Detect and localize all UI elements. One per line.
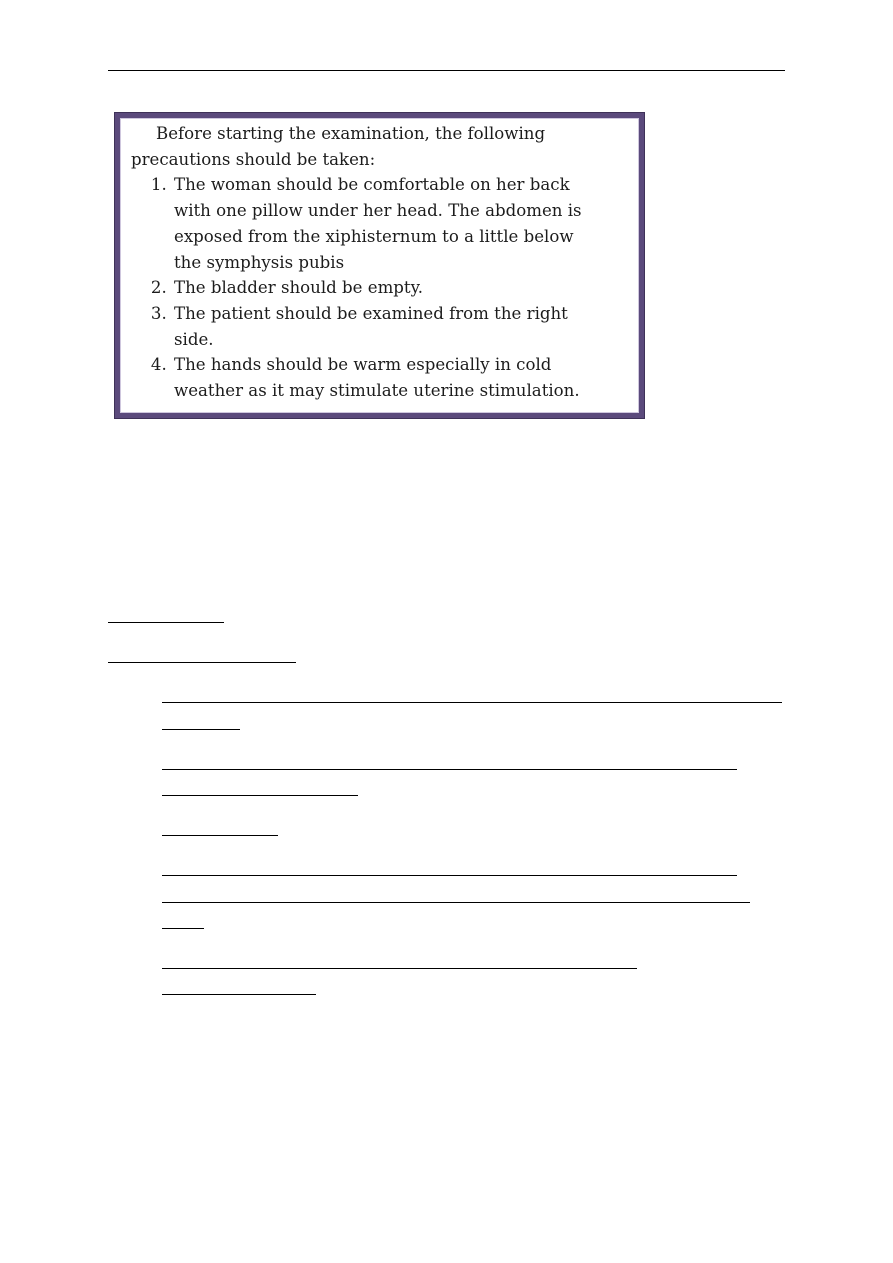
blank-line bbox=[108, 662, 296, 663]
list-item: 3. The patient should be examined from the right side. bbox=[172, 301, 600, 352]
blank-line bbox=[108, 622, 224, 623]
blank-line bbox=[162, 795, 358, 796]
blank-line bbox=[162, 769, 737, 770]
precautions-intro: Before starting the examination, the following precautions should be taken: bbox=[131, 124, 546, 169]
blank-line bbox=[162, 875, 737, 876]
blank-line bbox=[162, 702, 782, 703]
blank-line bbox=[162, 994, 316, 995]
precautions-box-content bbox=[120, 118, 639, 413]
blank-line bbox=[162, 968, 637, 969]
precautions-list bbox=[131, 172, 600, 403]
blank-line bbox=[162, 928, 204, 929]
precautions-box bbox=[115, 113, 644, 418]
list-item: 4. The hands should be warm especially in cold weather as it may stimulate uterine stimulation. bbox=[172, 352, 600, 403]
header-rule bbox=[108, 70, 785, 71]
blank-line bbox=[162, 729, 240, 730]
blank-line bbox=[162, 902, 750, 903]
list-item: 1. The woman should be comfortable on her back with one pillow under her head. The abdomen is exposed from the xiphisternum to a little below the symphysis pubis bbox=[172, 172, 600, 275]
list-item: 2. The bladder should be empty. bbox=[172, 275, 600, 301]
blank-line bbox=[162, 835, 278, 836]
